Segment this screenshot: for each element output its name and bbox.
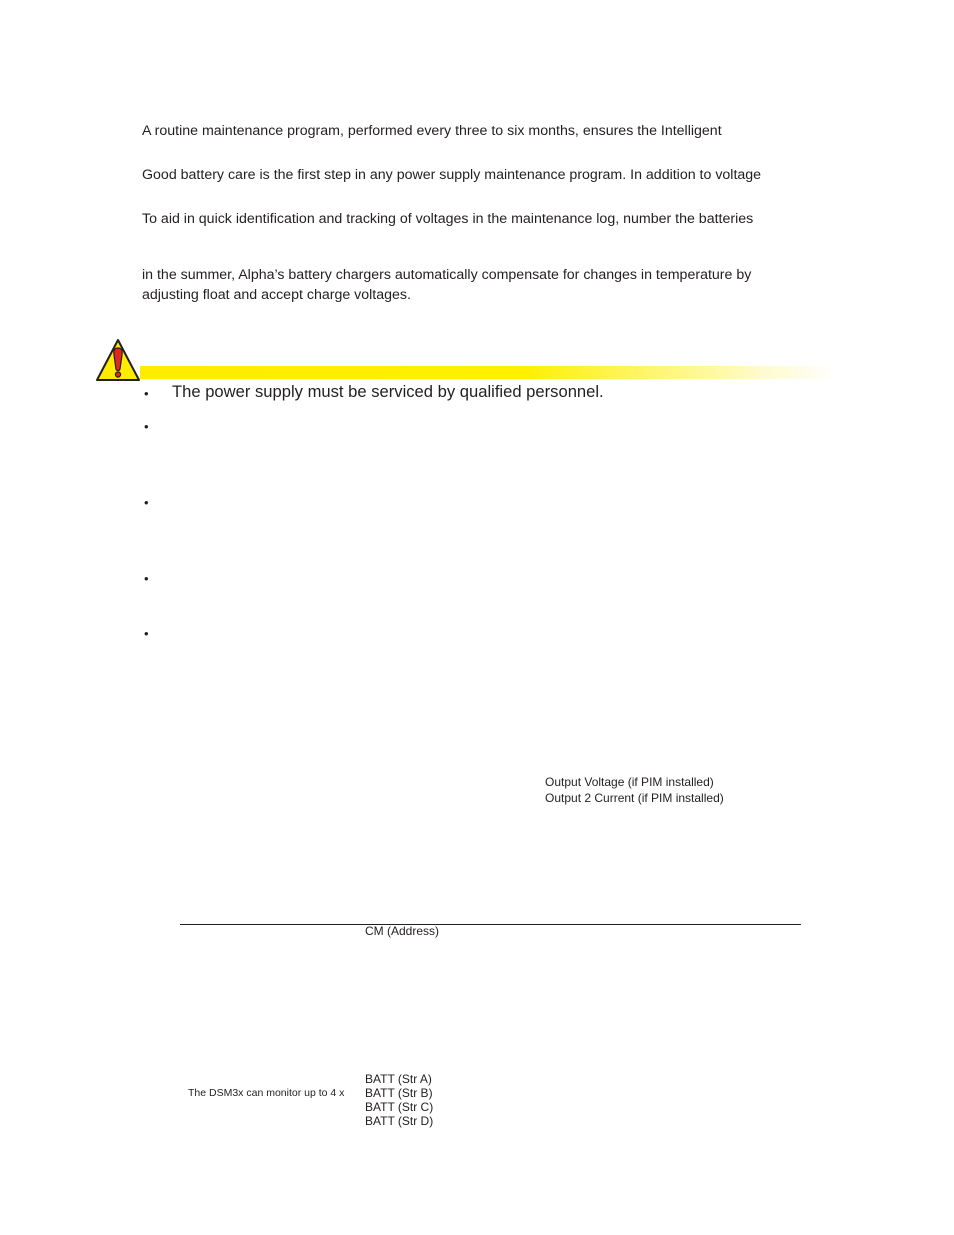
cm-address-label: CM (Address) [365,924,440,938]
caution-triangle-icon [95,338,141,382]
table-divider [180,924,801,925]
batt-string-d: BATT (Str D) [365,1114,434,1128]
temperature-compensation-text-line2: adjusting float and accept charge voltages. [142,287,411,303]
warning-bullet-4-dot: • [144,571,149,586]
output-voltage-label: Output Voltage (if PIM installed) [545,775,714,789]
warning-bullet-2-dot: • [144,419,149,434]
maintenance-intro-text: A routine maintenance program, performed every three to six months, ensures the Intelligent [142,123,722,139]
battery-care-text: Good battery care is the first step in any power supply maintenance program. In addition to voltage [142,167,762,183]
batt-string-c: BATT (Str C) [365,1100,434,1114]
warning-bullet-3-dot: • [144,495,149,510]
output-current-label: Output 2 Current (if PIM installed) [545,791,724,805]
dsm-monitor-note: The DSM3x can monitor up to 4 x [188,1087,345,1099]
warning-bullet-1-dot: • [144,386,149,401]
batt-string-b: BATT (Str B) [365,1086,433,1100]
battery-numbering-text: To aid in quick identification and tracking of voltages in the maintenance log, number the batteries [142,211,754,227]
batt-string-a: BATT (Str A) [365,1072,432,1086]
warning-bar [140,366,836,379]
warning-bullet-5-dot: • [144,626,149,641]
warning-bullet-1: The power supply must be serviced by qualified personnel. [172,382,604,401]
temperature-compensation-text-line1: in the summer, Alpha’s battery chargers automatically compensate for changes in temperature by [142,267,752,283]
